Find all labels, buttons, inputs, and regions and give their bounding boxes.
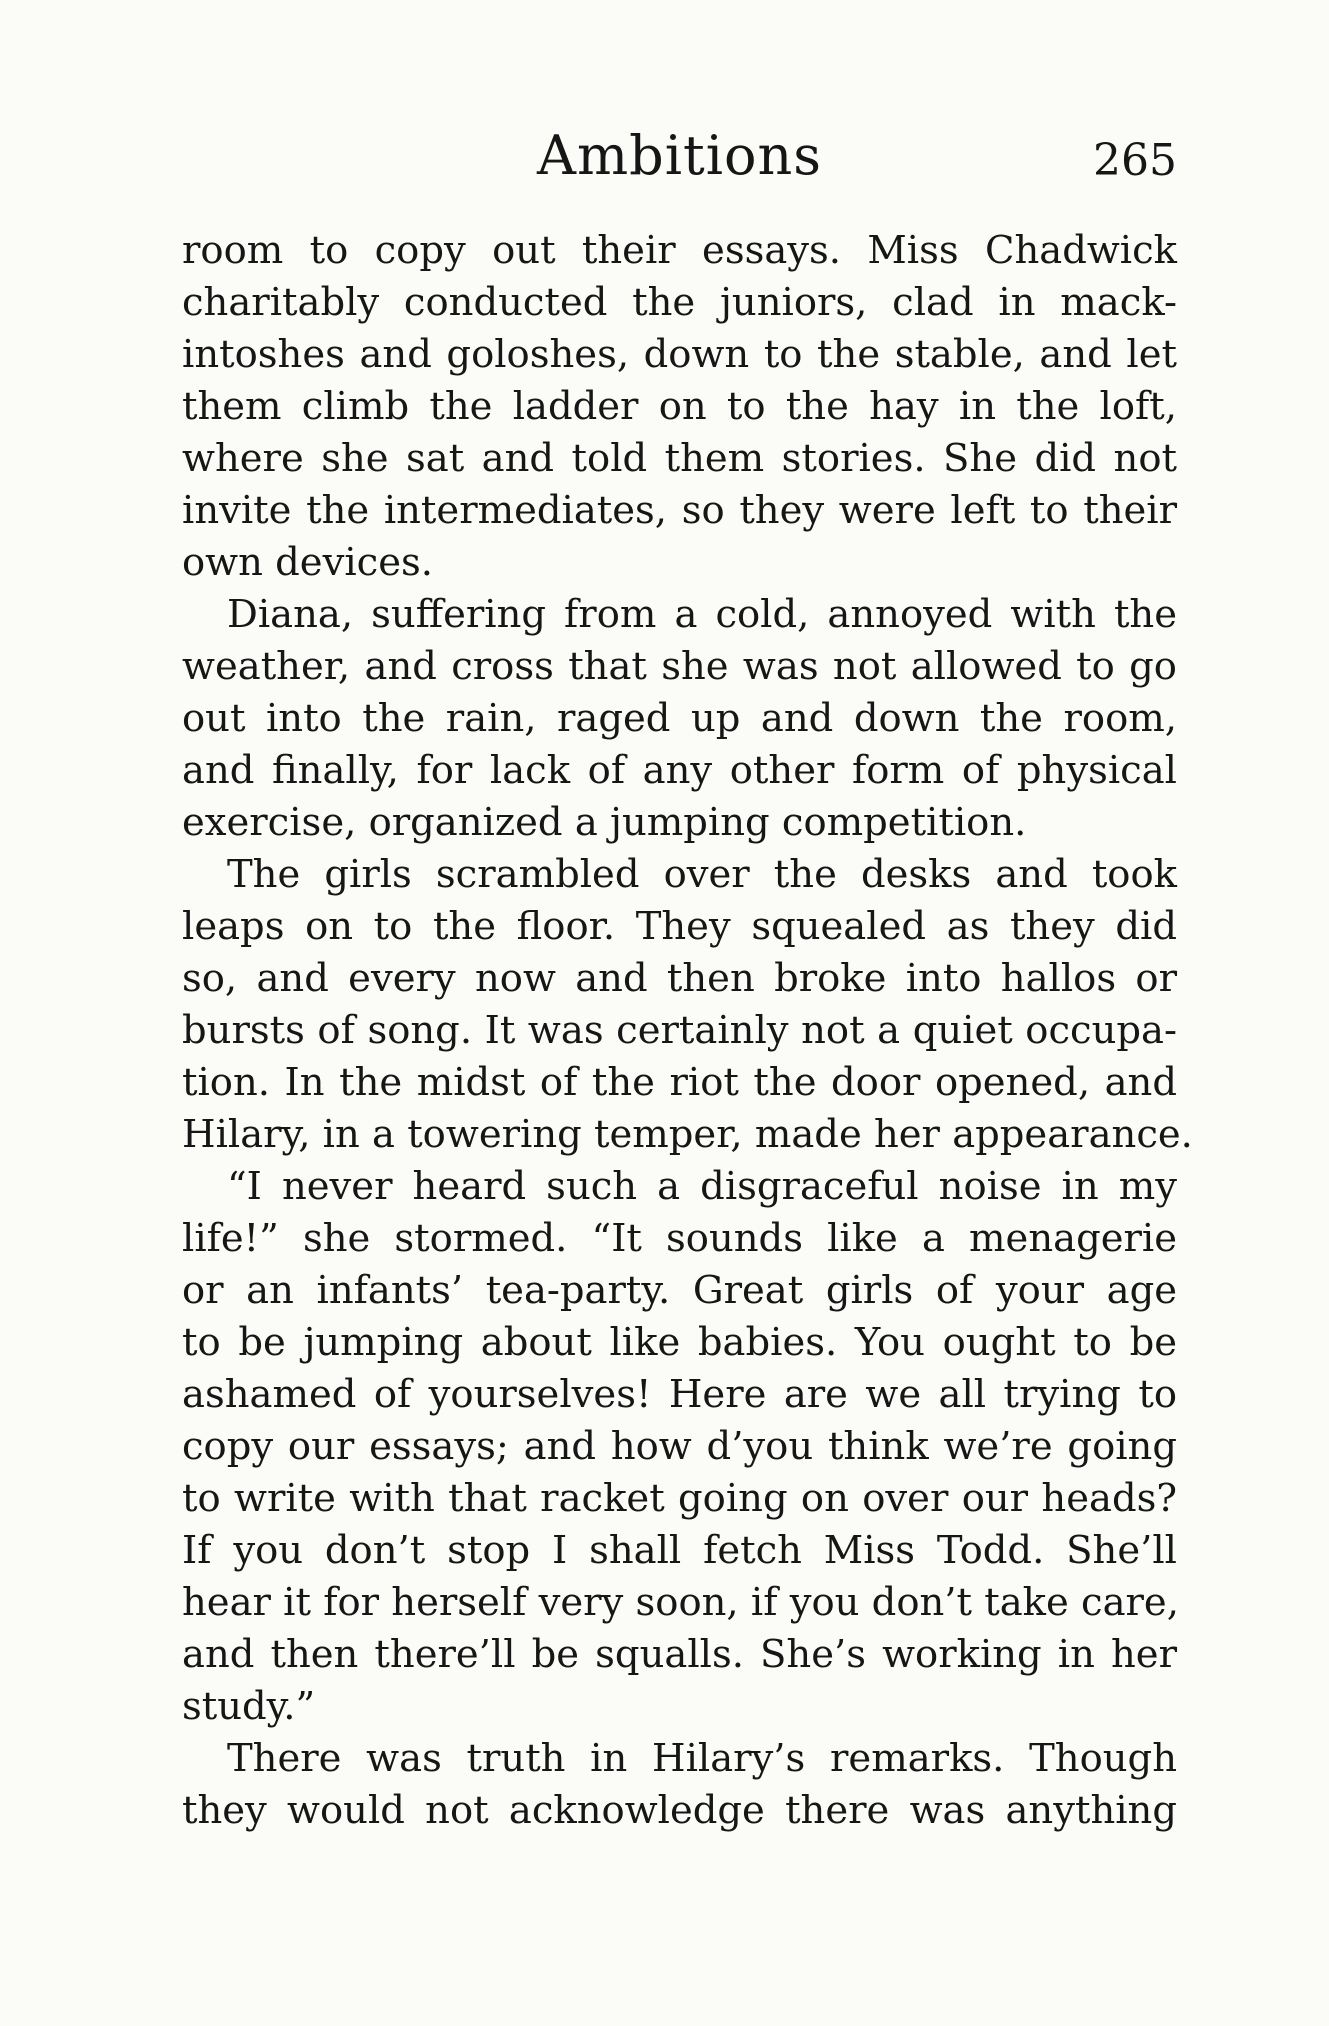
text-line-19: “I never heard such a disgraceful noise in my <box>227 1164 1177 1209</box>
text-line-11: and finally, for lack of any other form of physical <box>182 748 1177 793</box>
text-line-29: study.” <box>182 1684 316 1729</box>
text-line-27: hear it for herself very soon, if you don’t take care, <box>182 1580 1179 1625</box>
text-line-22: to be jumping about like babies. You ought to be <box>182 1320 1177 1365</box>
text-line-25: to write with that racket going on over our heads? <box>182 1476 1177 1521</box>
text-line-31: they would not acknowledge there was anything <box>182 1788 1177 1833</box>
text-line-1: room to copy out their essays. Miss Chadwick <box>182 228 1177 273</box>
text-line-14: leaps on to the floor. They squealed as they did <box>182 904 1177 949</box>
text-line-6: invite the intermediates, so they were left to their <box>182 488 1177 533</box>
text-line-26: If you don’t stop I shall fetch Miss Todd. She’ll <box>182 1528 1177 1573</box>
text-line-21: or an infants’ tea-party. Great girls of your age <box>182 1268 1177 1313</box>
text-line-4: them climb the ladder on to the hay in the loft, <box>182 384 1177 429</box>
body-text <box>182 225 1193 1837</box>
running-head <box>182 120 1177 200</box>
text-line-20: life!” she stormed. “It sounds like a menagerie <box>182 1216 1177 1261</box>
text-line-17: tion. In the midst of the riot the door opened, and <box>182 1060 1177 1105</box>
text-line-15: so, and every now and then broke into hallos or <box>182 956 1177 1001</box>
text-line-3: intoshes and goloshes, down to the stable, and let <box>182 332 1177 377</box>
text-line-24: copy our essays; and how d’you think we’re going <box>182 1424 1177 1469</box>
text-line-2: charitably conducted the juniors, clad in mack- <box>182 280 1177 325</box>
text-line-28: and then there’ll be squalls. She’s working in her <box>182 1632 1177 1677</box>
page-number: 265 <box>1093 135 1177 186</box>
text-line-13: The girls scrambled over the desks and took <box>227 852 1177 897</box>
page-title: Ambitions <box>536 124 822 187</box>
text-line-23: ashamed of yourselves! Here are we all trying to <box>182 1372 1177 1417</box>
text-line-10: out into the rain, raged up and down the room, <box>182 696 1177 741</box>
text-line-30: There was truth in Hilary’s remarks. Though <box>227 1736 1177 1781</box>
text-line-9: weather, and cross that she was not allowed to go <box>182 644 1177 689</box>
text-line-7: own devices. <box>182 540 434 585</box>
text-line-8: Diana, suffering from a cold, annoyed with the <box>227 592 1177 637</box>
text-line-5: where she sat and told them stories. She did not <box>182 436 1177 481</box>
text-line-18: Hilary, in a towering temper, made her appearance. <box>182 1112 1193 1157</box>
text-line-16: bursts of song. It was certainly not a quiet occupa- <box>182 1008 1177 1053</box>
text-line-12: exercise, organized a jumping competition. <box>182 800 1027 845</box>
